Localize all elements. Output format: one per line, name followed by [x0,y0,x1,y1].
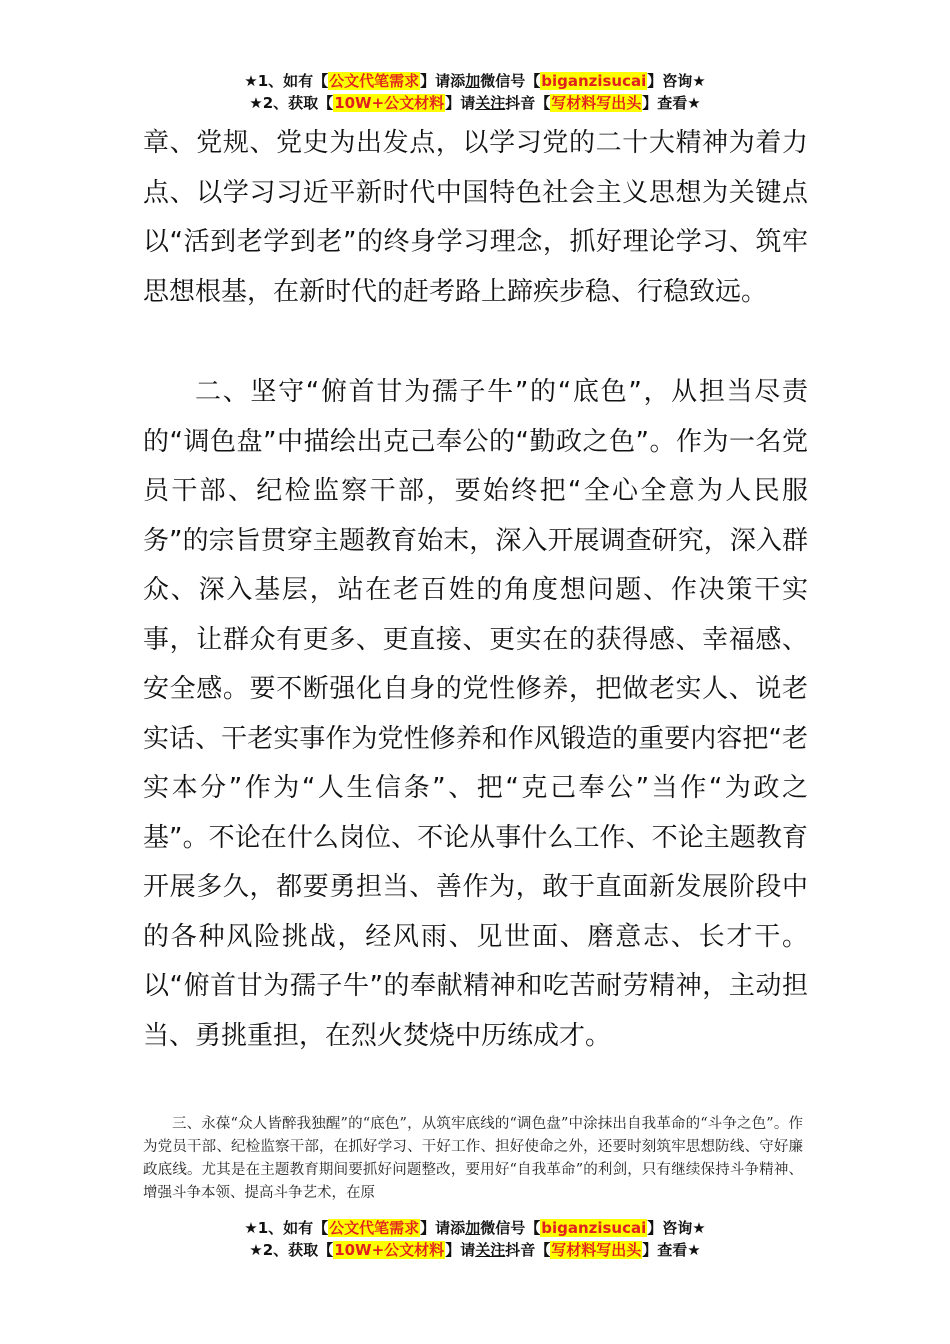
top-banner [0,70,950,114]
banner-highlight: 公文代笔需求 [329,1219,420,1237]
banner-text: 抖音【 [505,1241,551,1259]
banner-text: ★1、如有【 [244,1219,329,1237]
banner-text: ★2、获取【 [249,94,334,112]
paragraph-continued [143,119,808,317]
banner-text: 】请添 [420,72,466,90]
banner-text: 】请 [445,1241,476,1259]
banner-highlight: biganzisucai [541,1219,647,1237]
banner-underlined-text: 加 [465,1219,481,1237]
banner-text: 微信号【 [480,1219,541,1237]
banner-underlined-text: 关注 [475,94,506,112]
banner-highlight: 10W+公文材料 [334,1241,445,1259]
paragraph-section-two [143,368,808,1061]
banner-underlined-text: 关注 [475,1241,506,1259]
banner-highlight: biganzisucai [541,72,647,90]
banner-underlined-text: 加 [465,72,481,90]
banner-text: 】咨询★ [647,72,706,90]
banner-highlight: 10W+公文材料 [334,94,445,112]
banner-text: 微信号【 [480,72,541,90]
banner-text: 】请添 [420,1219,466,1237]
paragraph-text: 章、党规、党史为出发点，以学习党的二十大精神为着力点、以学习习近平新时代中国特色社会主义思想为关键点以“活到老学到老”的终身学习理念，抓好理论学习、筑牢思想根基，在新时代的赶考路上蹄疾步稳、行稳致远。 [143,128,808,307]
banner-text: 】请 [445,94,476,112]
banner-line-2 [0,1239,950,1261]
banner-highlight: 写材料写出头 [551,94,642,112]
banner-highlight: 公文代笔需求 [329,72,420,90]
paragraph-text: 二、坚守“俯首甘为孺子牛”的“底色”，从担当尽责的“调色盘”中描绘出克己奉公的“勤政之色”。作为一名党员干部、纪检监察干部，要始终把“全心全意为人民服务”的宗旨贯穿主题教育始末，深入开展调查研究，深入群众、深入基层，站在老百姓的角度想问题、作决策干实事，让群众有更多、更直接、更实在的获得感、幸福感、安全感。要不断强化自身的党性修养，把做老实人、说老实话、干老实事作为党性修养和作风锻造的重要内容把“老实本分”作为“人生信条”、把“克己奉公”当作“为政之基”。不论在什么岗位、不论从事什么工作、不论主题教育开展多久，都要勇担当、善作为，敢于直面新发展阶段中的各种风险挑战，经风雨、见世面、磨意志、长才干。以“俯首甘为孺子牛”的奉献精神和吃苦耐劳精神，主动担当、勇挑重担，在烈火焚烧中历练成才。 [143,377,808,1051]
banner-line-1 [0,1217,950,1239]
banner-text: ★1、如有【 [244,72,329,90]
banner-line-2 [0,92,950,114]
banner-highlight: 写材料写出头 [551,1241,642,1259]
banner-text: 抖音【 [505,94,551,112]
bottom-banner [0,1217,950,1261]
banner-line-1 [0,70,950,92]
paragraph-section-three [143,1113,803,1205]
paragraph-text: 三、永葆“众人皆醉我独醒”的“底色”，从筑牢底线的“调色盘”中涂抹出自我革命的“斗争之色”。作为党员干部、纪检监察干部，在抓好学习、干好工作、担好使命之外，还要时刻筑牢思想防线、守好廉政底线。尤其是在主题教育期间要抓好问题整改，要用好“自我革命”的利剑，只有继续保持斗争精神、增强斗争本领、提高斗争艺术，在原 [143,1116,803,1201]
banner-text: 】查看★ [642,1241,701,1259]
banner-text: ★2、获取【 [249,1241,334,1259]
banner-text: 】查看★ [642,94,701,112]
banner-text: 】咨询★ [647,1219,706,1237]
